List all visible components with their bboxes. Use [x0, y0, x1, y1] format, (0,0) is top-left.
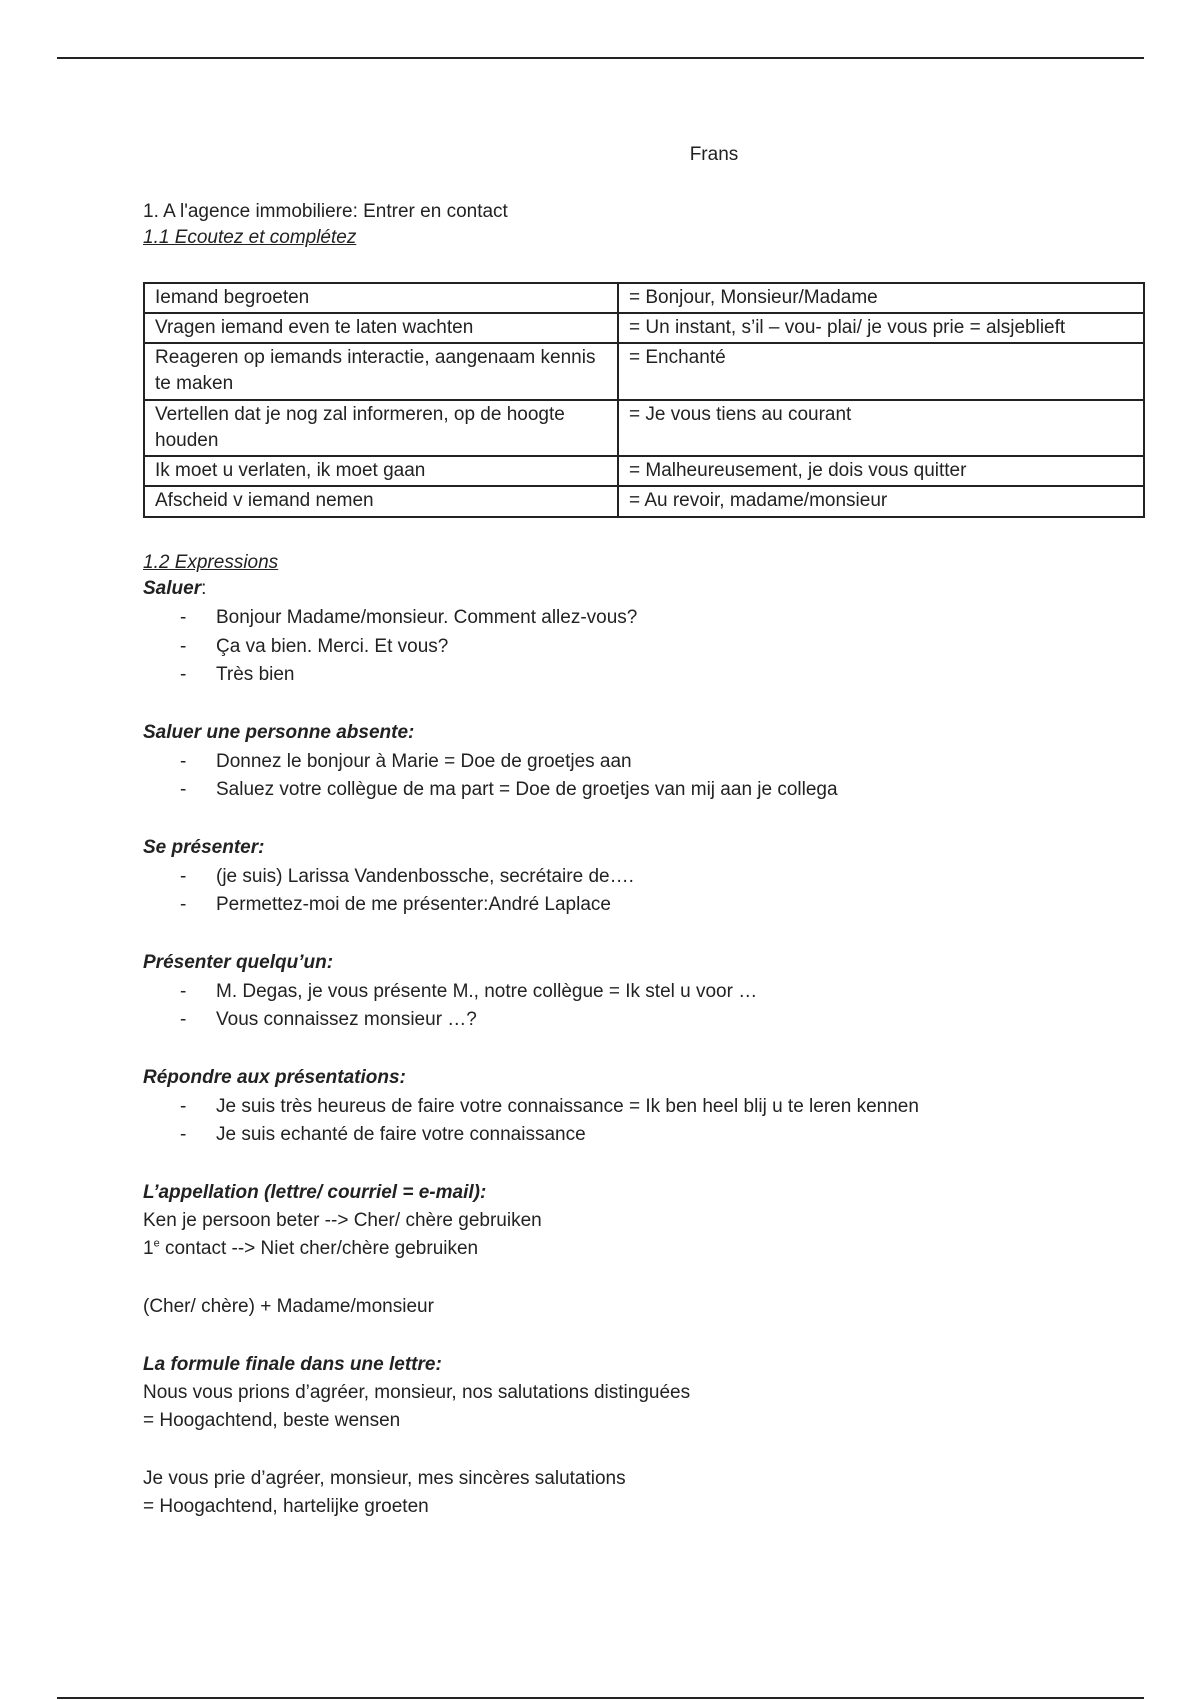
table-row: [144, 343, 1144, 399]
table-cell-french: = Un instant, s’il – vou- plai/ je vous prie = alsjeblieft: [618, 313, 1144, 343]
table-cell-dutch: Vertellen dat je nog zal informeren, op de hoogte houden: [144, 400, 618, 456]
formule-line-1: Nous vous prions d’agréer, monsieur, nos salutations distinguées: [143, 1381, 691, 1403]
appellation-label: L’appellation (lettre/ courriel = e-mail):: [143, 1181, 487, 1203]
list-item: - Permettez-moi de me présenter:André Laplace: [143, 891, 1145, 920]
appellation-line-2: [143, 1236, 1145, 1264]
repondre-list: [143, 1093, 1145, 1150]
ordinal-number: 1: [143, 1237, 154, 1259]
list-item: - Saluez votre collègue de ma part = Doe de groetjes van mij aan je collega: [143, 776, 1145, 805]
absente-list: [143, 748, 1145, 805]
table-cell-dutch: Vragen iemand even te laten wachten: [144, 313, 618, 343]
saluer-list: [143, 604, 1145, 690]
table-row: [144, 456, 1144, 486]
presenter-label: Se présenter:: [143, 836, 265, 858]
list-item: - Je suis très heureus de faire votre connaissance = Ik ben heel blij u te leren kennen: [143, 1093, 1145, 1122]
table-cell-french: = Malheureusement, je dois vous quitter: [618, 456, 1144, 486]
section-title: 1. A l'agence immobiliere: Entrer en contact: [143, 200, 508, 222]
presenter-list: [143, 863, 1145, 920]
header-rule: [57, 57, 1144, 59]
appellation-line-3: (Cher/ chère) + Madame/monsieur: [143, 1295, 434, 1317]
list-item: - (je suis) Larissa Vandenbossche, secrétaire de….: [143, 863, 1145, 892]
table-row: [144, 400, 1144, 456]
table-row: [144, 283, 1144, 313]
table-cell-dutch: Afscheid v iemand nemen: [144, 486, 618, 516]
formule-line-4: = Hoogachtend, hartelijke groeten: [143, 1495, 429, 1517]
ordinal-suffix: e: [153, 1237, 160, 1250]
saluer-colon: :: [201, 578, 207, 600]
list-item: - Bonjour Madame/monsieur. Comment allez-vous?: [143, 604, 1145, 633]
table-cell-dutch: Reageren op iemands interactie, aangenaam kennis te maken: [144, 343, 618, 399]
document-title: Frans: [689, 144, 739, 165]
saluer-label: Saluer: [143, 578, 202, 600]
footer-rule: [57, 1697, 1144, 1699]
formule-label: La formule finale dans une lettre:: [143, 1353, 442, 1375]
quelquun-label: Présenter quelqu’un:: [143, 951, 334, 973]
table-cell-french: = Je vous tiens au courant: [618, 400, 1144, 456]
table-cell-dutch: Iemand begroeten: [144, 283, 618, 313]
repondre-label: Répondre aux présentations:: [143, 1066, 406, 1088]
table-cell-french: = Enchanté: [618, 343, 1144, 399]
list-item: - Ça va bien. Merci. Et vous?: [143, 633, 1145, 662]
formule-line-3: Je vous prie d’agréer, monsieur, mes sincères salutations: [143, 1467, 626, 1489]
list-item: - M. Degas, je vous présente M., notre collègue = Ik stel u voor …: [143, 978, 1145, 1007]
table-cell-french: = Au revoir, madame/monsieur: [618, 486, 1144, 516]
quelquun-list: [143, 978, 1145, 1035]
table-cell-french: = Bonjour, Monsieur/Madame: [618, 283, 1144, 313]
subheading-1-2: 1.2 Expressions: [143, 551, 279, 573]
saluer-heading: [143, 576, 1145, 604]
list-item: - Vous connaissez monsieur …?: [143, 1006, 1145, 1035]
formule-line-2: = Hoogachtend, beste wensen: [143, 1409, 401, 1431]
document-body: [143, 142, 1145, 1522]
table-row: [144, 313, 1144, 343]
subheading-1-1: 1.1 Ecoutez et complétez: [143, 227, 357, 249]
list-item: - Très bien: [143, 661, 1145, 690]
appellation-line-2-text: contact --> Niet cher/chère gebruiken: [159, 1237, 479, 1259]
appellation-line-1: Ken je persoon beter --> Cher/ chère gebruiken: [143, 1209, 542, 1231]
list-item: - Je suis echanté de faire votre connaissance: [143, 1121, 1145, 1150]
table-row: [144, 486, 1144, 516]
table-cell-dutch: Ik moet u verlaten, ik moet gaan: [144, 456, 618, 486]
absente-label: Saluer une personne absente:: [143, 721, 415, 743]
vocabulary-table: [143, 282, 1145, 518]
list-item: - Donnez le bonjour à Marie = Doe de groetjes aan: [143, 748, 1145, 777]
